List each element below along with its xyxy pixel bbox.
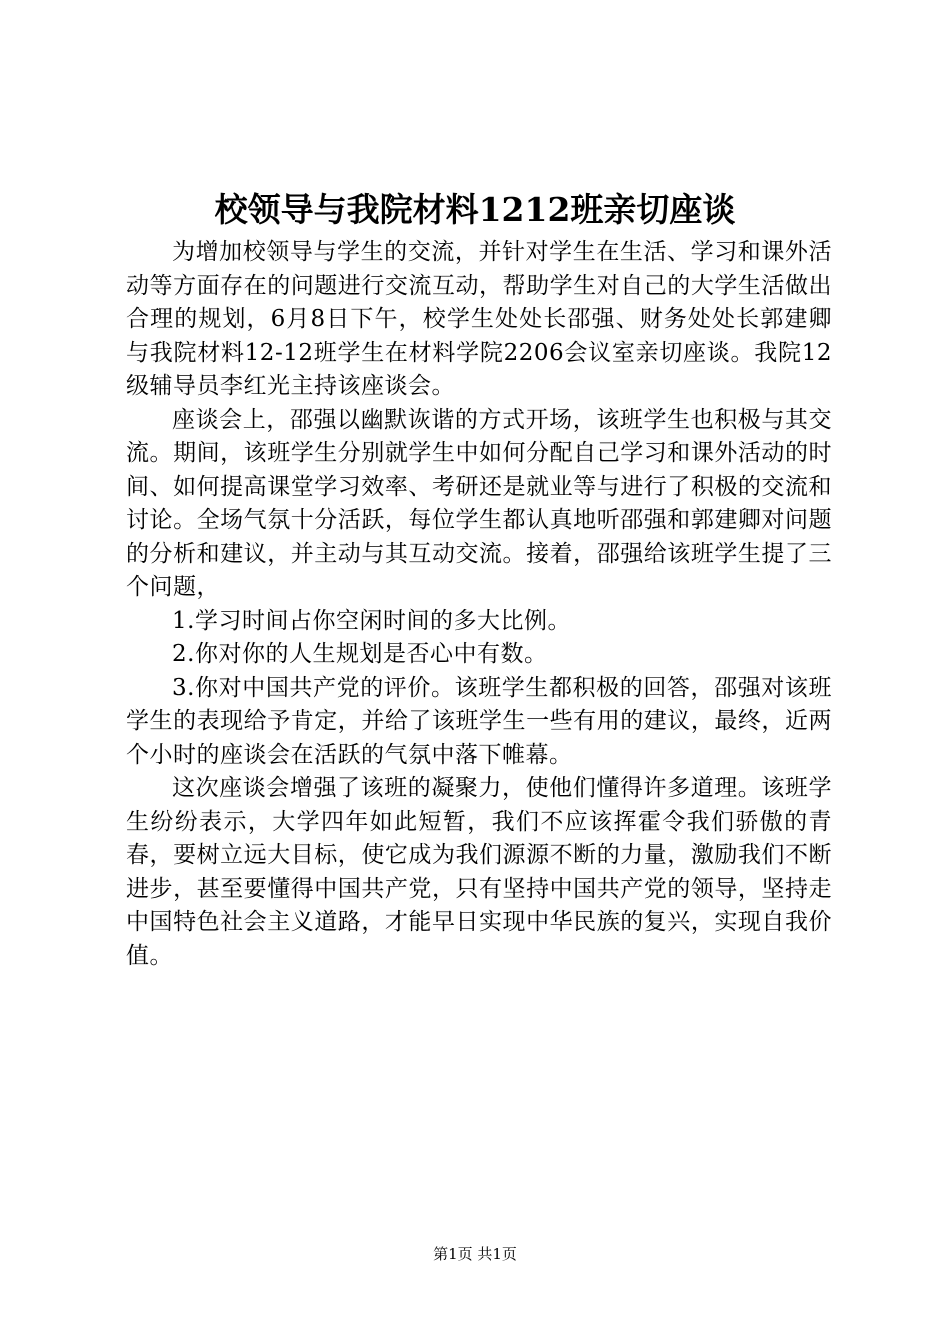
- paragraph-question-2: 2.你对你的人生规划是否心中有数。: [172, 641, 548, 667]
- document-body: [126, 236, 832, 973]
- page-number-footer: 第1页 共1页: [433, 1245, 517, 1263]
- paragraph-intro: 为增加校领导与学生的交流，并针对学生在生活、学习和课外活动等方面存在的问题进行交流互动，帮助学生对自己的大学生活做出合理的规划，6月8日下午，校学生处处长邵强、财务处处长郭建卿与我院材料12-12班学生在材料学院2206会议室亲切座谈。我院12级辅导员李红光主持该座谈会。: [126, 239, 832, 399]
- paragraph-conclusion: 这次座谈会增强了该班的凝聚力，使他们懂得许多道理。该班学生纷纷表示，大学四年如此短暂，我们不应该挥霍令我们骄傲的青春，要树立远大目标，使它成为我们源源不断的力量，激励我们不断进步，甚至要懂得中国共产党，只有坚持中国共产党的领导，坚持走中国特色社会主义道路，才能早日实现中华民族的复兴，实现自我价值。: [126, 775, 832, 969]
- paragraph-discussion: 座谈会上，邵强以幽默诙谐的方式开场，该班学生也积极与其交流。期间，该班学生分别就学生中如何分配自己学习和课外活动的时间、如何提高课堂学习效率、考研还是就业等与进行了积极的交流和讨论。全场气氛十分活跃，每位学生都认真地听邵强和郭建卿对问题的分析和建议，并主动与其互动交流。接着，邵强给该班学生提了三个问题，: [126, 406, 832, 600]
- document-title: 校领导与我院材料1212班亲切座谈: [214, 190, 736, 229]
- paragraph-question-1: 1.学习时间占你空闲时间的多大比例。: [172, 607, 571, 634]
- paragraph-question-3: 3.你对中国共产党的评价。该班学生都积极的回答，邵强对该班学生的表现给予肯定，并给了该班学生一些有用的建议，最终，近两个小时的座谈会在活跃的气氛中落下帷幕。: [126, 674, 832, 768]
